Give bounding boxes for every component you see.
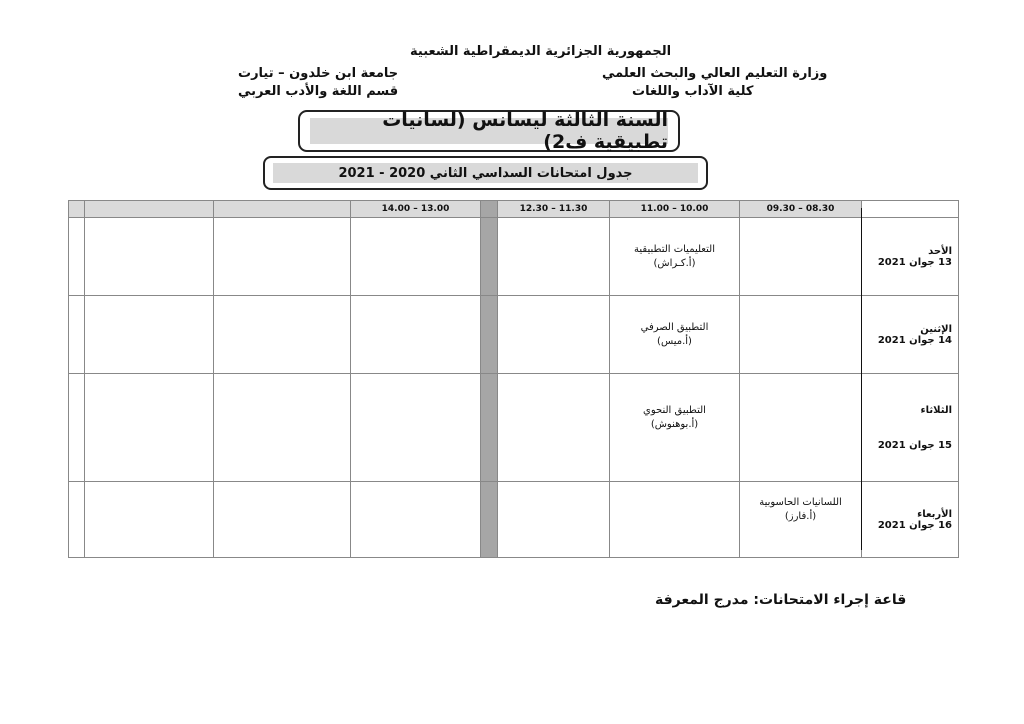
exam-cell (610, 218, 740, 296)
exam-subject: التطبيق الصرفي (640, 321, 709, 333)
empty-cell (498, 374, 610, 482)
exam-teacher: (أ.بوهنوش) (650, 419, 699, 430)
page-title: السنة الثالثة ليسانس (لسانيات تطبيقية ف2) (310, 118, 668, 144)
exam-schedule-table (68, 200, 959, 558)
empty-cell (498, 296, 610, 374)
day-name: الأحد (928, 245, 952, 257)
exam-subject: التطبيق النحوي (643, 405, 706, 416)
break-cell (481, 218, 498, 296)
exam-teacher: (أ.كـراش) (653, 257, 696, 269)
break-cell (481, 374, 498, 482)
exam-cell (610, 482, 740, 558)
day-cell (862, 296, 959, 374)
empty-cell (498, 482, 610, 558)
empty-cell (85, 482, 214, 558)
empty-cell (351, 296, 481, 374)
empty-cell (69, 296, 85, 374)
header-time-0830: 09.30 – 08.30 (740, 201, 862, 218)
day-date: 15 جوان 2021 (877, 439, 952, 451)
header-day-cell (862, 201, 959, 218)
exam-teacher: (أ.ميس) (657, 335, 692, 347)
empty-cell (69, 218, 85, 296)
day-date: 14 جوان 2021 (877, 334, 952, 346)
empty-cell (351, 374, 481, 482)
department-header: قسم اللغة والأدب العربي (238, 84, 399, 99)
day-cell (862, 374, 959, 482)
table-row (69, 482, 959, 558)
header-empty-cell (69, 201, 85, 218)
republic-header: الجمهورية الجزائرية الديمقراطية الشعبية (410, 44, 672, 59)
faculty-header: كلية الآداب واللغات (632, 84, 754, 99)
header-time-1300: 14.00 – 13.00 (351, 201, 481, 218)
day-name: الأربعاء (917, 508, 952, 520)
header-break-cell (481, 201, 498, 218)
exam-cell (610, 374, 740, 482)
exam-cell (740, 374, 862, 482)
day-cell (862, 482, 959, 558)
break-cell (481, 482, 498, 558)
day-name: الثلاثاء (920, 404, 952, 416)
exam-cell (740, 296, 862, 374)
empty-cell (69, 374, 85, 482)
empty-cell (351, 482, 481, 558)
empty-cell (85, 296, 214, 374)
empty-cell (214, 296, 351, 374)
table-row (69, 296, 959, 374)
empty-cell (69, 482, 85, 558)
empty-cell (85, 218, 214, 296)
empty-cell (214, 374, 351, 482)
break-cell (481, 296, 498, 374)
header-empty-cell (214, 201, 351, 218)
header-empty-cell (85, 201, 214, 218)
header-time-1000: 11.00 – 10.00 (610, 201, 740, 218)
university-header: جامعة ابن خلدون – تيارت (238, 66, 399, 81)
day-cell (862, 218, 959, 296)
empty-cell (214, 482, 351, 558)
empty-cell (214, 218, 351, 296)
day-date: 16 جوان 2021 (877, 519, 952, 531)
empty-cell (498, 218, 610, 296)
day-date: 13 جوان 2021 (877, 256, 952, 268)
table-header-row (69, 201, 959, 218)
table-row (69, 218, 959, 296)
header-time-1130: 12.30 – 11.30 (498, 201, 610, 218)
exam-cell (610, 296, 740, 374)
title-box (298, 110, 680, 152)
ministry-header: وزارة التعليم العالي والبحث العلمي (602, 66, 828, 81)
exam-teacher: (أ.فارز) (784, 511, 817, 522)
exam-hall-note: قاعة إجراء الامتحانات: مدرج المعرفة (655, 592, 907, 608)
day-name: الإثنين (920, 323, 952, 335)
subtitle-box (263, 156, 708, 190)
exam-cell (740, 482, 862, 558)
empty-cell (351, 218, 481, 296)
exam-cell (740, 218, 862, 296)
day-divider-line (861, 208, 862, 550)
exam-subject: التعليميات التطبيقية (634, 243, 715, 255)
exam-subject: اللسانيات الحاسوبية (759, 497, 842, 508)
table-row (69, 374, 959, 482)
page-subtitle: جدول امتحانات السداسي الثاني 2020 - 2021 (273, 163, 698, 183)
empty-cell (85, 374, 214, 482)
